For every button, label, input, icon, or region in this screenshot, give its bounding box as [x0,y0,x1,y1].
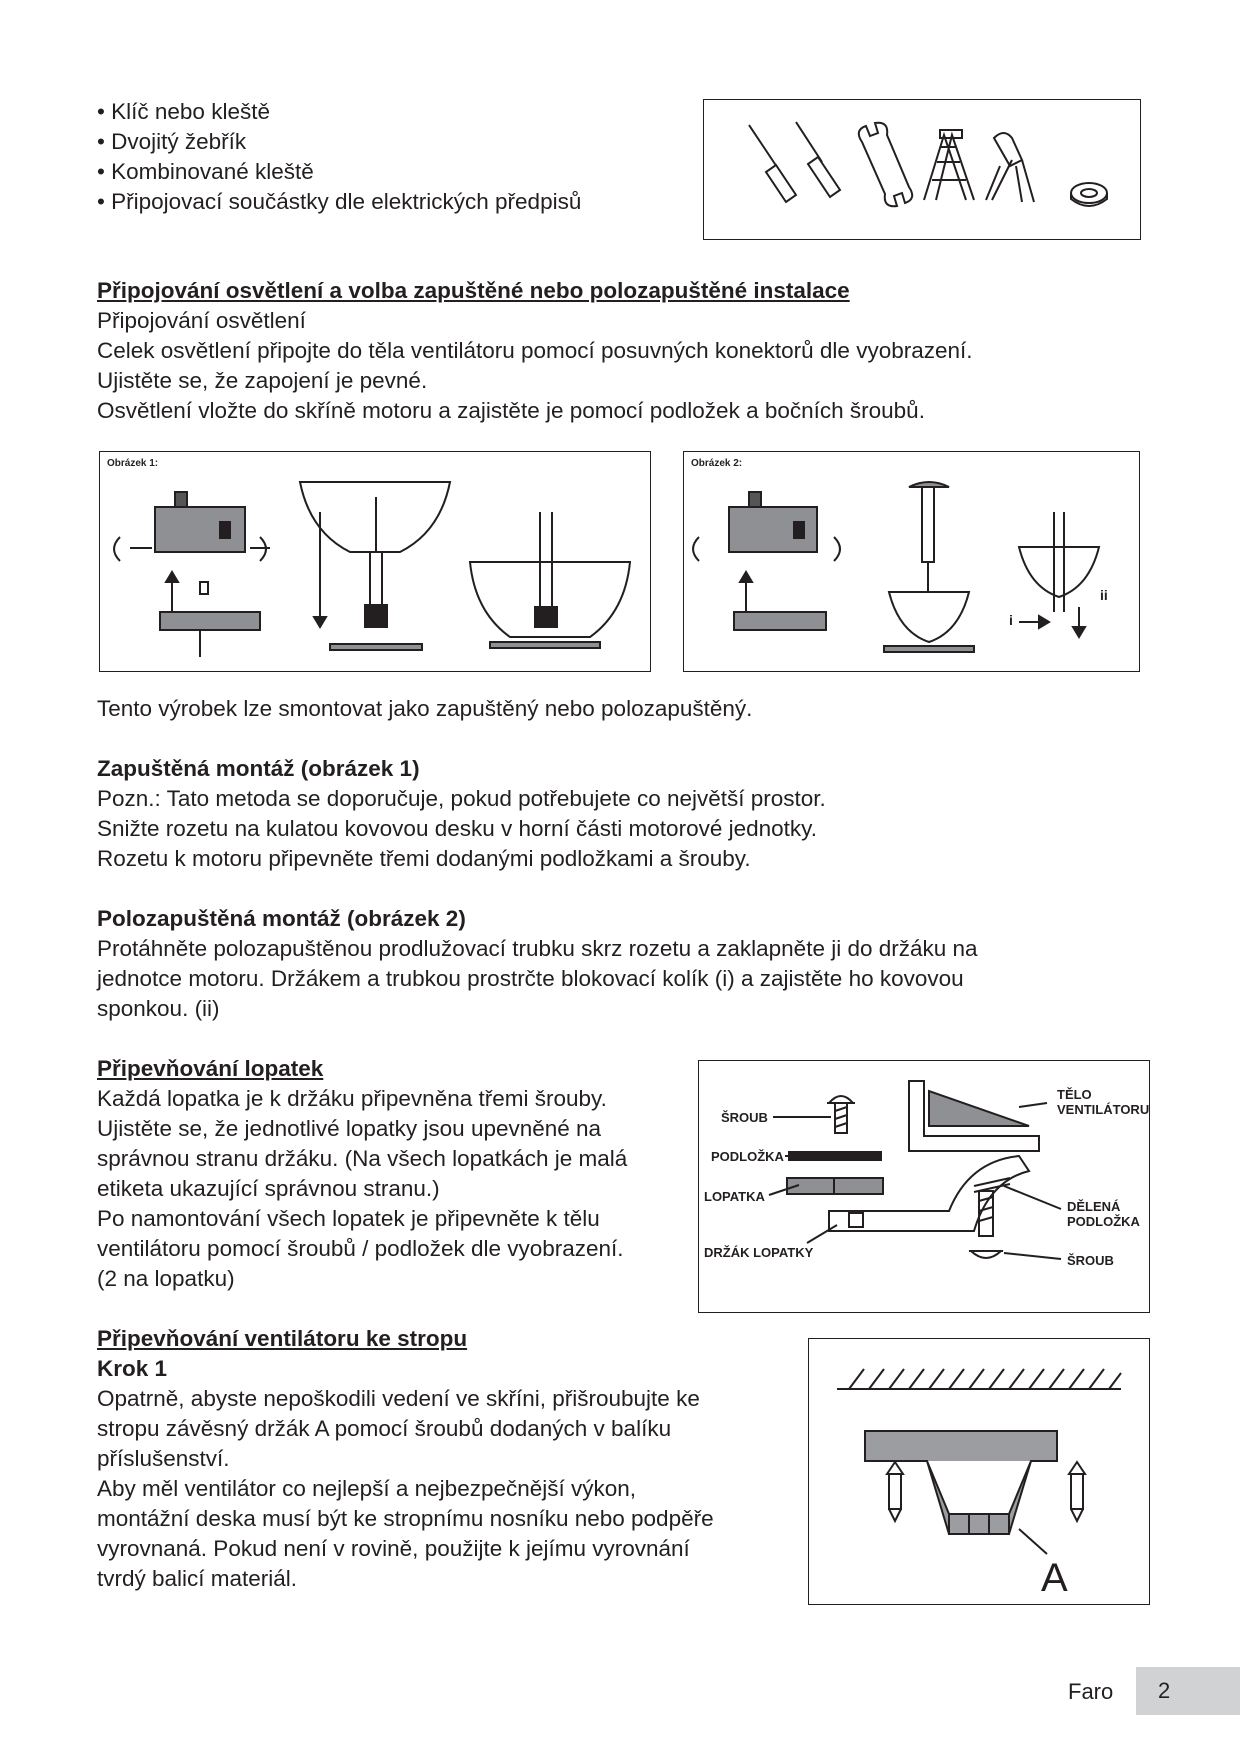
semi-flush-line: sponkou. (ii) [97,996,220,1021]
figure-2 [683,451,1140,672]
ceiling-line: vyrovnaná. Pokud není v rovině, použijte k jejímu vyrovnání [97,1536,690,1561]
wrench-icon [859,123,912,207]
label-split-2: PODLOŽKA [1067,1214,1140,1229]
semi-flush-line: Protáhněte polozapuštěnou prodlužovací trubku skrz rozetu a zaklapněte ji do držáku na [97,936,978,961]
flush-line: Rozetu k motoru připevněte třemi dodanými podložkami a šrouby. [97,846,751,871]
page-number: 2 [1136,1667,1240,1715]
tools-list-item: • Kombinované kleště [97,159,314,184]
tools-list [97,97,581,217]
blades-line: Po namontování všech lopatek je připevněte k tělu [97,1206,600,1231]
label-screw-2: ŠROUB [1067,1253,1114,1268]
lighting-line: Celek osvětlení připojte do těla ventilátoru pomocí posuvných konektorů dle vyobrazení. [97,338,973,363]
blades-line: Každá lopatka je k držáku připevněna třemi šrouby. [97,1086,607,1111]
ceiling-heading: Připevňování ventilátoru ke stropu [97,1326,468,1351]
mount-intro: Tento výrobek lze smontovat jako zapuštěný nebo polozapuštěný. [97,696,753,721]
ceiling-line: Opatrně, abyste nepoškodili vedení ve skříni, přišroubujte ke [97,1386,700,1411]
lighting-line: Připojování osvětlení [97,308,306,333]
ceiling-line: příslušenství. [97,1446,230,1471]
label-body-1: TĚLO [1057,1087,1092,1102]
label-body-2: VENTILÁTORU [1057,1102,1150,1117]
figure-2-label-ii: ii [1100,587,1108,603]
figure-2-label: Obrázek 2: [691,458,743,469]
ceiling-line: Aby měl ventilátor co nejlepší a nejbezpečnější výkon, [97,1476,637,1501]
ceiling-line: montážní deska musí být ke stropnímu nosníku nebo podpěře [97,1506,714,1531]
blades-line: Ujistěte se, že jednotlivé lopatky jsou upevněné na [97,1116,602,1141]
tools-list-item: • Dvojitý žebřík [97,129,247,154]
ceiling-diagram-label-a: A [1041,1556,1068,1600]
ceiling-line: stropu závěsný držák A pomocí šroubů dodaných v balíku [97,1416,672,1441]
blades-line: správnou stranu držáku. (Na všech lopatkách je malá [97,1146,628,1171]
blades-line: ventilátoru pomocí šroubů / podložek dle vyobrazení. [97,1236,624,1261]
ceiling-section [97,1324,714,1594]
figure-2-label-i: i [1009,612,1013,628]
label-screw: ŠROUB [721,1110,768,1125]
semi-flush-section [97,904,978,1024]
semi-flush-line: jednotce motoru. Držákem a trubkou prostrčte blokovací kolík (i) a zajistěte ho kovovou [97,966,964,991]
ladder-icon [924,135,974,200]
semi-flush-heading: Polozapuštěná montáž (obrázek 2) [97,906,466,931]
label-holder: DRŽÁK LOPATKY [704,1245,814,1260]
footer-brand: Faro [1068,1679,1114,1704]
flush-heading: Zapuštěná montáž (obrázek 1) [97,756,420,781]
figure-1-label: Obrázek 1: [107,458,159,469]
ceiling-step: Krok 1 [97,1356,168,1381]
blades-heading: Připevňování lopatek [97,1056,324,1081]
label-washer: PODLOŽKA [711,1149,784,1164]
pliers-icon [994,133,1022,166]
screwdriver-icon [749,125,779,170]
lighting-heading: Připojování osvětlení a volba zapuštěné nebo polozapuštěné instalace [97,278,850,303]
lighting-line: Ujistěte se, že zapojení je pevné. [97,368,428,393]
tools-list-item: • Klíč nebo kleště [97,99,270,124]
label-split-1: DĚLENÁ [1067,1199,1121,1214]
lighting-line: Osvětlení vložte do skříně motoru a zajistěte je pomocí podložek a bočních šroubů. [97,398,925,423]
ceiling-diagram [808,1338,1150,1605]
lighting-section [97,276,973,426]
tools-illustration [703,99,1141,240]
flush-section [97,754,826,874]
blade-diagram [698,1060,1150,1313]
blades-section [97,1054,627,1294]
blades-line: (2 na lopatku) [97,1266,235,1291]
ceiling-line: tvrdý balicí materiál. [97,1566,298,1591]
label-blade: LOPATKA [704,1189,765,1204]
washer-icon [1071,183,1107,203]
tools-list-item: • Připojovací součástky dle elektrických předpisů [97,189,582,214]
flush-line: Pozn.: Tato metoda se doporučuje, pokud potřebujete co největší prostor. [97,786,826,811]
blades-line: etiketa ukazující správnou stranu.) [97,1176,440,1201]
figure-1 [99,451,651,672]
flush-line: Snižte rozetu na kulatou kovovou desku v horní části motorové jednotky. [97,816,817,841]
